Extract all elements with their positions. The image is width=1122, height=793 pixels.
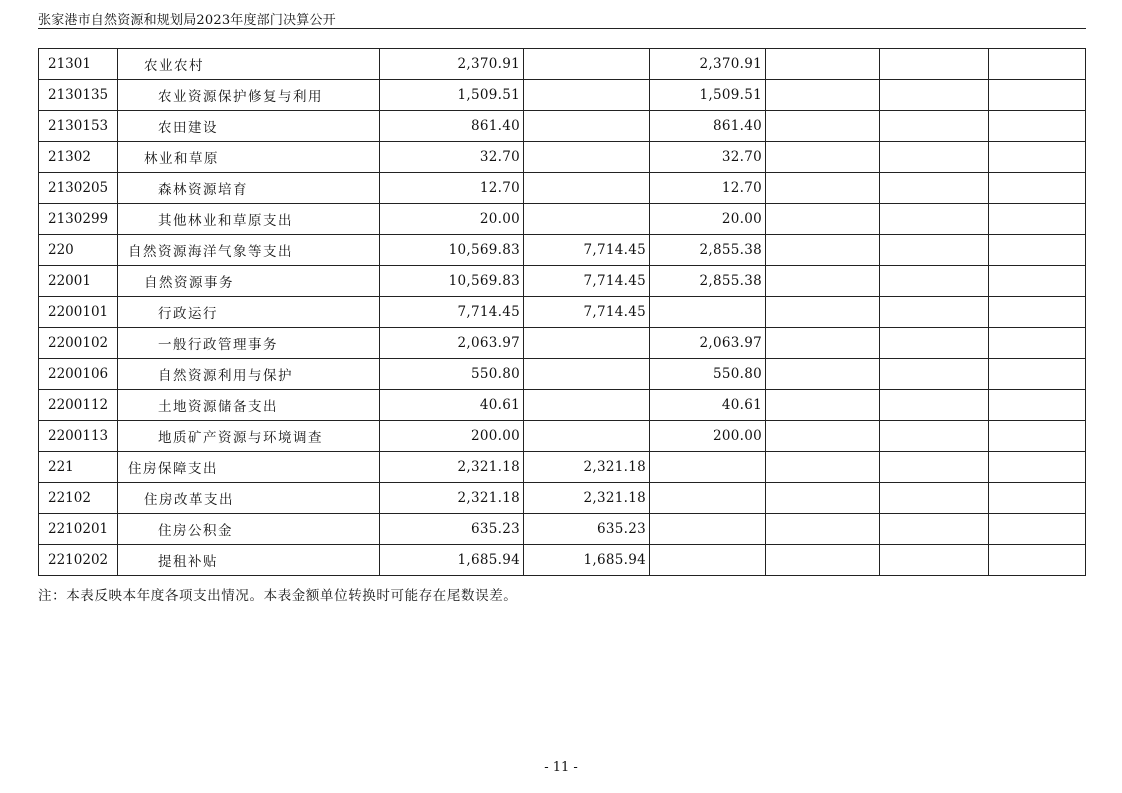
function-name-text: 农业农村 — [144, 58, 204, 74]
cell-total: 2,321.18 — [380, 452, 524, 483]
cell-column-7 — [880, 452, 989, 483]
cell-basic-expenditure — [524, 390, 650, 421]
cell-project-expenditure: 12.70 — [650, 173, 766, 204]
function-name-text: 自然资源海洋气象等支出 — [128, 244, 293, 260]
cell-column-6 — [766, 111, 880, 142]
table-row — [39, 514, 1086, 545]
function-name-text: 林业和草原 — [144, 151, 219, 167]
cell-project-expenditure: 1,509.51 — [650, 80, 766, 111]
header-rule — [38, 28, 1086, 29]
page-header-title: 张家港市自然资源和规划局2023年度部门决算公开 — [38, 13, 336, 28]
cell-function-name — [118, 142, 380, 173]
cell-column-7 — [880, 142, 989, 173]
cell-project-expenditure: 40.61 — [650, 390, 766, 421]
cell-column-7 — [880, 235, 989, 266]
cell-function-name — [118, 49, 380, 80]
cell-column-8 — [989, 266, 1086, 297]
table-row — [39, 359, 1086, 390]
cell-function-name — [118, 173, 380, 204]
cell-column-7 — [880, 359, 989, 390]
cell-function-name — [118, 514, 380, 545]
cell-column-7 — [880, 483, 989, 514]
cell-function-name — [118, 359, 380, 390]
function-name-text: 行政运行 — [158, 306, 218, 322]
function-name-text: 住房公积金 — [158, 523, 233, 539]
cell-column-6 — [766, 266, 880, 297]
cell-function-name — [118, 452, 380, 483]
table-row — [39, 173, 1086, 204]
table-row — [39, 80, 1086, 111]
cell-total: 550.80 — [380, 359, 524, 390]
table-row — [39, 49, 1086, 80]
cell-project-expenditure: 32.70 — [650, 142, 766, 173]
cell-column-6 — [766, 173, 880, 204]
function-name-text: 住房保障支出 — [128, 461, 218, 477]
cell-function-name — [118, 80, 380, 111]
cell-column-8 — [989, 173, 1086, 204]
cell-column-6 — [766, 483, 880, 514]
cell-column-7 — [880, 266, 989, 297]
cell-column-6 — [766, 514, 880, 545]
cell-total: 10,569.83 — [380, 235, 524, 266]
cell-project-expenditure — [650, 483, 766, 514]
cell-column-8 — [989, 483, 1086, 514]
cell-column-7 — [880, 49, 989, 80]
cell-basic-expenditure — [524, 173, 650, 204]
cell-column-8 — [989, 111, 1086, 142]
table-row — [39, 328, 1086, 359]
cell-column-6 — [766, 80, 880, 111]
cell-basic-expenditure: 2,321.18 — [524, 483, 650, 514]
cell-column-8 — [989, 545, 1086, 576]
cell-project-expenditure: 550.80 — [650, 359, 766, 390]
function-name-text: 提租补贴 — [158, 554, 218, 570]
cell-function-name — [118, 390, 380, 421]
cell-basic-expenditure: 7,714.45 — [524, 266, 650, 297]
cell-basic-expenditure — [524, 328, 650, 359]
cell-project-expenditure — [650, 297, 766, 328]
cell-total: 2,370.91 — [380, 49, 524, 80]
cell-column-8 — [989, 390, 1086, 421]
cell-column-6 — [766, 297, 880, 328]
cell-column-8 — [989, 421, 1086, 452]
cell-column-6 — [766, 359, 880, 390]
function-name-text: 森林资源培育 — [158, 182, 248, 198]
table-row — [39, 390, 1086, 421]
cell-total: 32.70 — [380, 142, 524, 173]
cell-total: 7,714.45 — [380, 297, 524, 328]
cell-function-code: 2130153 — [39, 111, 118, 142]
cell-project-expenditure — [650, 452, 766, 483]
cell-column-7 — [880, 80, 989, 111]
cell-total: 2,063.97 — [380, 328, 524, 359]
cell-column-7 — [880, 421, 989, 452]
cell-function-code: 21301 — [39, 49, 118, 80]
cell-project-expenditure: 200.00 — [650, 421, 766, 452]
cell-column-7 — [880, 204, 989, 235]
cell-basic-expenditure: 7,714.45 — [524, 297, 650, 328]
cell-basic-expenditure — [524, 80, 650, 111]
cell-column-6 — [766, 390, 880, 421]
cell-column-6 — [766, 142, 880, 173]
function-name-text: 农田建设 — [158, 120, 218, 136]
cell-basic-expenditure — [524, 421, 650, 452]
cell-function-code: 2130299 — [39, 204, 118, 235]
cell-column-6 — [766, 545, 880, 576]
cell-basic-expenditure: 1,685.94 — [524, 545, 650, 576]
cell-project-expenditure — [650, 514, 766, 545]
cell-total: 10,569.83 — [380, 266, 524, 297]
cell-project-expenditure — [650, 545, 766, 576]
cell-total: 1,685.94 — [380, 545, 524, 576]
table-row — [39, 235, 1086, 266]
function-name-text: 土地资源储备支出 — [158, 399, 278, 415]
function-name-text: 一般行政管理事务 — [158, 337, 278, 353]
table-footnote: 注：本表反映本年度各项支出情况。本表金额单位转换时可能存在尾数误差。 — [38, 588, 518, 604]
function-name-text: 其他林业和草原支出 — [158, 213, 293, 229]
cell-column-7 — [880, 328, 989, 359]
cell-function-code: 2210202 — [39, 545, 118, 576]
cell-project-expenditure: 2,855.38 — [650, 266, 766, 297]
cell-basic-expenditure: 7,714.45 — [524, 235, 650, 266]
cell-function-code: 2130135 — [39, 80, 118, 111]
cell-total: 635.23 — [380, 514, 524, 545]
cell-column-6 — [766, 204, 880, 235]
cell-total: 12.70 — [380, 173, 524, 204]
cell-column-8 — [989, 204, 1086, 235]
cell-function-code: 2200113 — [39, 421, 118, 452]
cell-total: 40.61 — [380, 390, 524, 421]
table-row — [39, 266, 1086, 297]
function-name-text: 地质矿产资源与环境调查 — [158, 430, 323, 446]
cell-function-code: 2200102 — [39, 328, 118, 359]
table-row — [39, 111, 1086, 142]
table-row — [39, 204, 1086, 235]
cell-total: 2,321.18 — [380, 483, 524, 514]
cell-function-code: 2200106 — [39, 359, 118, 390]
cell-column-8 — [989, 328, 1086, 359]
cell-basic-expenditure — [524, 49, 650, 80]
cell-total: 1,509.51 — [380, 80, 524, 111]
cell-function-name — [118, 297, 380, 328]
cell-function-name — [118, 545, 380, 576]
cell-column-8 — [989, 297, 1086, 328]
cell-column-6 — [766, 235, 880, 266]
function-name-text: 住房改革支出 — [144, 492, 234, 508]
cell-column-7 — [880, 514, 989, 545]
cell-project-expenditure: 861.40 — [650, 111, 766, 142]
cell-total: 861.40 — [380, 111, 524, 142]
function-name-text: 自然资源利用与保护 — [158, 368, 293, 384]
cell-basic-expenditure — [524, 111, 650, 142]
cell-basic-expenditure — [524, 142, 650, 173]
cell-column-6 — [766, 328, 880, 359]
table-row — [39, 297, 1086, 328]
cell-function-code: 2210201 — [39, 514, 118, 545]
cell-column-8 — [989, 49, 1086, 80]
cell-column-8 — [989, 80, 1086, 111]
cell-column-7 — [880, 111, 989, 142]
cell-function-name — [118, 235, 380, 266]
cell-function-name — [118, 266, 380, 297]
cell-function-code: 2130205 — [39, 173, 118, 204]
cell-basic-expenditure: 2,321.18 — [524, 452, 650, 483]
cell-column-7 — [880, 390, 989, 421]
expenditure-table-body — [39, 49, 1086, 576]
table-row — [39, 545, 1086, 576]
function-name-text: 自然资源事务 — [144, 275, 234, 291]
cell-basic-expenditure — [524, 359, 650, 390]
cell-column-7 — [880, 297, 989, 328]
cell-function-code: 22001 — [39, 266, 118, 297]
cell-project-expenditure: 2,063.97 — [650, 328, 766, 359]
cell-column-8 — [989, 235, 1086, 266]
cell-column-8 — [989, 359, 1086, 390]
table-row — [39, 483, 1086, 514]
table-row — [39, 452, 1086, 483]
cell-column-6 — [766, 421, 880, 452]
cell-basic-expenditure — [524, 204, 650, 235]
function-name-text: 农业资源保护修复与利用 — [158, 89, 323, 105]
expenditure-table — [38, 48, 1086, 576]
cell-function-code: 220 — [39, 235, 118, 266]
cell-total: 200.00 — [380, 421, 524, 452]
cell-function-name — [118, 204, 380, 235]
cell-basic-expenditure: 635.23 — [524, 514, 650, 545]
table-row — [39, 142, 1086, 173]
cell-function-code: 2200101 — [39, 297, 118, 328]
cell-column-8 — [989, 514, 1086, 545]
cell-column-7 — [880, 545, 989, 576]
page-number: - 11 - — [544, 760, 578, 775]
cell-function-name — [118, 483, 380, 514]
cell-function-code: 2200112 — [39, 390, 118, 421]
cell-column-6 — [766, 452, 880, 483]
cell-function-code: 221 — [39, 452, 118, 483]
cell-function-name — [118, 421, 380, 452]
cell-project-expenditure: 20.00 — [650, 204, 766, 235]
cell-project-expenditure: 2,855.38 — [650, 235, 766, 266]
cell-column-6 — [766, 49, 880, 80]
cell-column-7 — [880, 173, 989, 204]
cell-function-name — [118, 111, 380, 142]
cell-function-name — [118, 328, 380, 359]
cell-function-code: 22102 — [39, 483, 118, 514]
cell-function-code: 21302 — [39, 142, 118, 173]
cell-project-expenditure: 2,370.91 — [650, 49, 766, 80]
cell-column-8 — [989, 452, 1086, 483]
cell-column-8 — [989, 142, 1086, 173]
table-row — [39, 421, 1086, 452]
cell-total: 20.00 — [380, 204, 524, 235]
